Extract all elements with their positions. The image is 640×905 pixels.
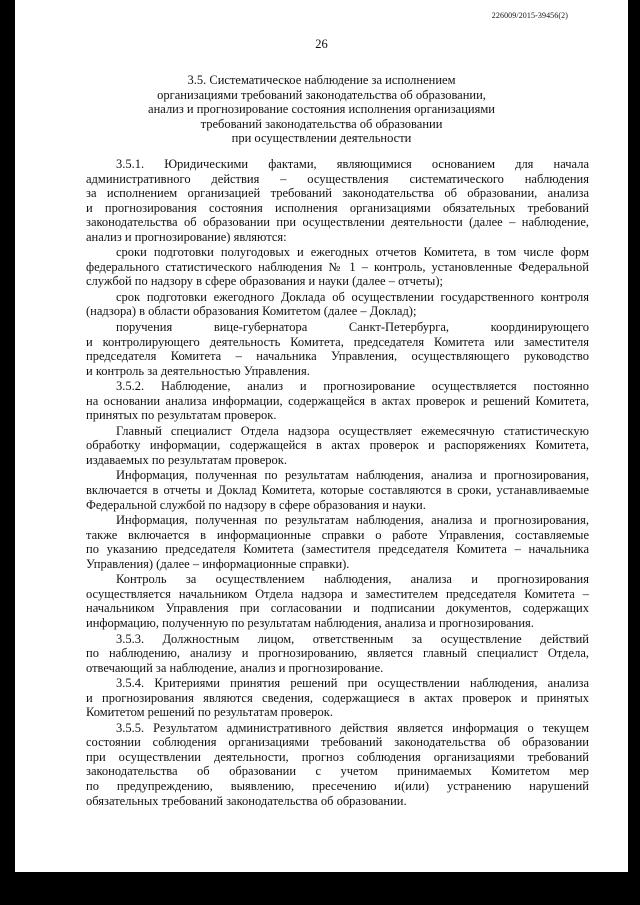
page-edge-shadow — [628, 4, 634, 872]
text-line: срок подготовки ежегодного Доклада об осуществлении государственного контроля — [116, 289, 589, 304]
text-line: включается в отчеты и Доклад Комитета, которые составляются в сроки, устанавливаемые — [86, 483, 589, 498]
text-line: 3.5.1. Юридическими фактами, являющимися основанием для начала — [116, 157, 589, 171]
text-line: Главный специалист Отдела надзора осуществляет ежемесячную статистическую — [116, 423, 589, 438]
text-line: по указанию председателя Комитета (заместителя председателя Комитета – начальника — [86, 542, 589, 557]
text-line: и контролирующего деятельность Комитета, председателя Комитета или заместителя — [86, 334, 589, 349]
text-line: также включается в информационные справки о работе Управления, составляемые — [86, 527, 589, 542]
text-line: обработку информации, содержащейся в актах проверок и распоряжениях Комитета, — [86, 438, 589, 453]
text-line: законодательства об образовании с учетом принимаемых Комитетом мер — [86, 764, 589, 779]
section-heading — [85, 73, 558, 146]
heading-line: анализ и прогнозирование состояния исполнения организациями — [148, 102, 495, 117]
heading-line: организациями требований законодательства об образовании, — [157, 87, 486, 102]
text-line: (надзора) в области образования Комитетом (далее – Доклад); — [86, 304, 417, 319]
heading-line: 3.5. Систематическое наблюдение за исполнением — [187, 73, 456, 87]
text-line: принятых по результатам проверок. — [86, 408, 277, 423]
text-line: состоянии соблюдения организациями требований законодательства об образовании — [86, 735, 589, 750]
text-line: по предупреждению, выявлению, пресечению и(или) устранению нарушений — [86, 778, 589, 793]
text-line: Контроль за осуществлением наблюдения, анализа и прогнозирования — [116, 572, 589, 587]
paragraph — [86, 572, 589, 630]
paragraph — [86, 468, 589, 512]
text-line: издаваемых по результатам проверок. — [86, 452, 287, 467]
text-line: председателя Комитета – начальника Управления, осуществляющего руководство — [86, 349, 589, 364]
text-line: отвечающий за наблюдение, анализ и прогнозирование. — [86, 660, 384, 675]
text-line: на основании анализа информации, содержащейся в актах проверок и решений Комитета, — [86, 393, 589, 408]
heading-line: при осуществлении деятельности — [231, 131, 412, 146]
text-line: службой по надзору в сфере образования и науки (далее – отчеты); — [86, 274, 443, 289]
text-line: 3.5.3. Должностным лицом, ответственным за осуществление действий — [116, 631, 589, 646]
text-line: обязательных требований законодательства об образовании. — [86, 793, 407, 808]
document-id: 226009/2015-39456(2) — [491, 11, 568, 20]
paragraph — [86, 721, 589, 808]
text-line: 3.5.5. Результатом административного действия является информация о текущем — [116, 720, 589, 735]
paragraph — [86, 424, 589, 468]
text-line: Комитетом решений по результатам проверок. — [86, 705, 334, 720]
text-line: и прогнозирования являются сведения, содержащиеся в актах проверок и принятых — [86, 690, 589, 705]
text-line: Управления) (далее – информационные справки). — [86, 556, 350, 571]
paragraph — [86, 290, 589, 319]
paragraph — [86, 157, 589, 244]
paragraph — [86, 245, 589, 289]
text-line: при осуществлении деятельности, прогноз соблюдения организациями требований — [86, 749, 589, 764]
text-line: 3.5.4. Критериями принятия решений при осуществлении наблюдения, анализа — [116, 676, 589, 691]
text-line: анализ и прогнозирование) являются: — [86, 229, 287, 244]
text-line: и контроль за деятельностью Управления. — [86, 363, 310, 378]
text-line: федерального статистического наблюдения № 1 – контроль, установленные Федеральной — [86, 259, 589, 274]
document-page — [15, 0, 628, 872]
text-line: и прогнозирования состояния исполнения организациями обязательных требований — [86, 200, 589, 215]
paragraph — [86, 320, 589, 378]
text-line: по наблюдению, анализу и прогнозированию, является главный специалист Отдела, — [86, 646, 589, 661]
paragraph — [86, 676, 589, 720]
text-line: поручения вице-губернатора Санкт-Петербурга, координирующего — [116, 320, 589, 335]
text-line: законодательства об образовании при осуществлении деятельности (далее – наблюдение, — [86, 215, 589, 230]
text-line: начальником Управления при согласовании и подписании документов, содержащих — [86, 601, 589, 616]
paragraph — [86, 379, 589, 423]
text-line: Федеральной службой по надзору в сфере образования и науки. — [86, 497, 426, 512]
text-line: информацию, полученную по результатам наблюдения, анализа и прогнозирования. — [86, 615, 534, 630]
text-line: 3.5.2. Наблюдение, анализ и прогнозирование осуществляется постоянно — [116, 379, 589, 394]
text-line: Информация, полученная по результатам наблюдения, анализа и прогнозирования, — [116, 513, 589, 528]
text-line: за исполнением организацией требований законодательства об образовании, анализа — [86, 186, 589, 201]
text-line: сроки подготовки полугодовых и ежегодных отчетов Комитета, в том числе форм — [116, 245, 589, 260]
text-line: Информация, полученная по результатам наблюдения, анализа и прогнозирования, — [116, 468, 589, 483]
paragraph — [86, 632, 589, 676]
page-number: 26 — [315, 37, 328, 51]
paragraph — [86, 513, 589, 571]
text-line: административного действия – осуществления систематического наблюдения — [86, 171, 589, 186]
text-line: осуществляется начальником Отдела надзора и заместителем председателя Комитета – — [86, 586, 589, 601]
heading-line: требований законодательства об образовании — [200, 116, 443, 131]
document-body — [86, 157, 589, 809]
